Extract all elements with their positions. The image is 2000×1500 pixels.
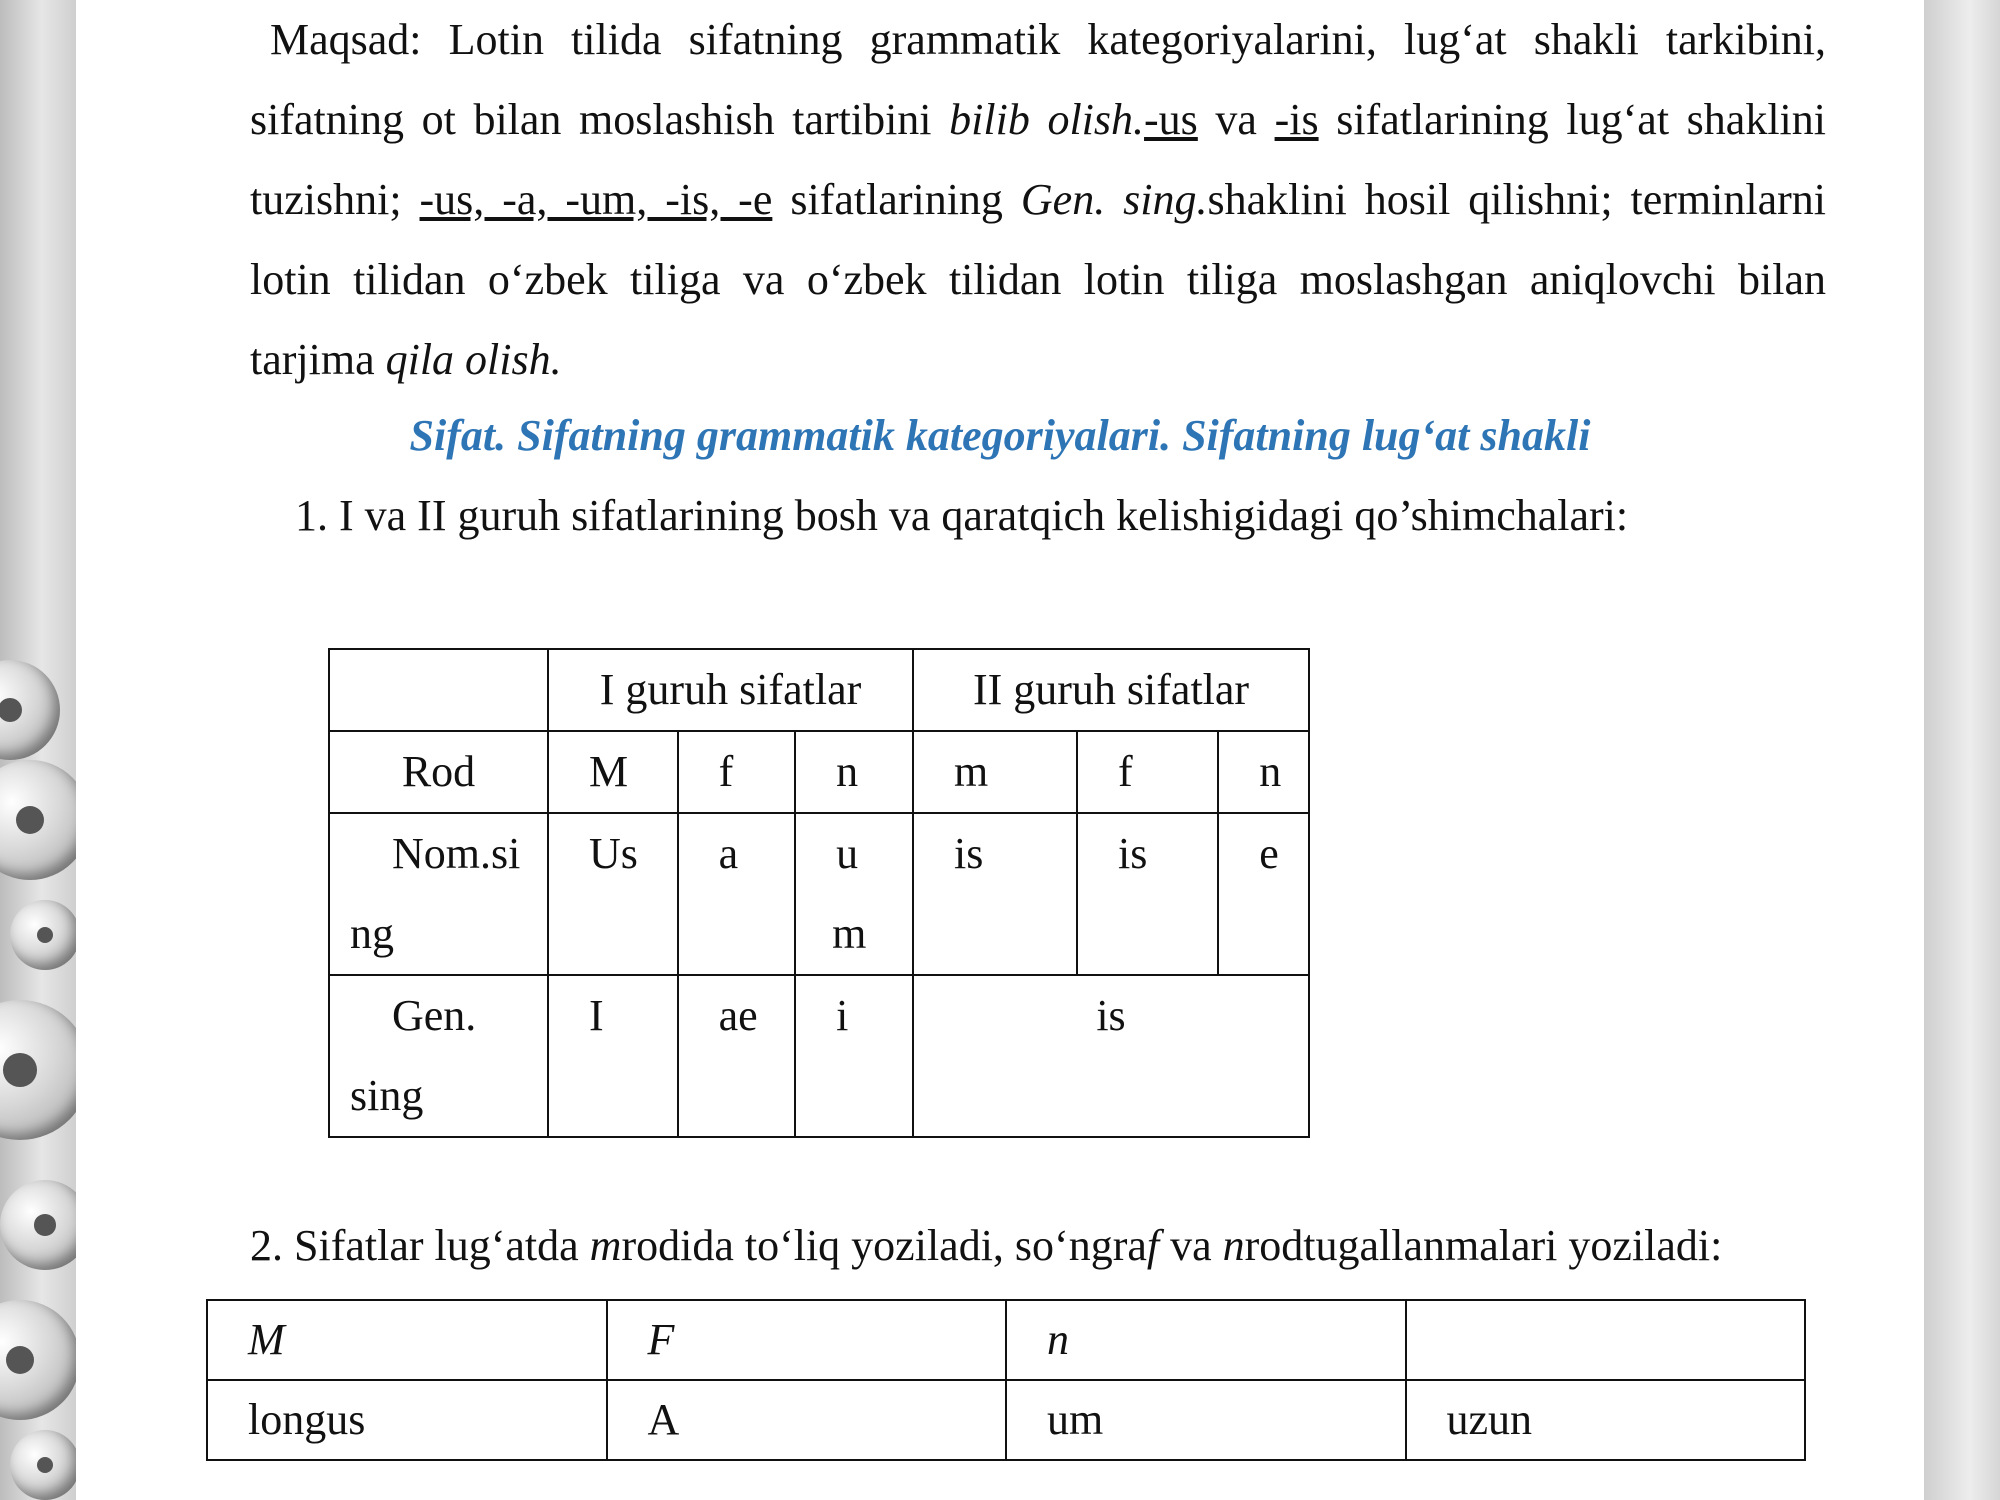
gear-icon (0, 1300, 76, 1420)
goal-text: sifatlarining lug‘at shaklini tuzishni; (250, 95, 1826, 224)
goal-text-italic: Gen. sing. (1020, 175, 1208, 224)
list-item-1: 1. I va II guruh sifatlarining bosh va qaratqich kelishigidagi qo’shimchalari: (295, 491, 1629, 540)
gear-icon (0, 1000, 76, 1140)
gear-icon (10, 1430, 76, 1500)
gear-icon (0, 660, 60, 760)
table-cell: m (913, 731, 1077, 813)
goal-text-underlined: -is (1274, 95, 1319, 144)
table-cell: is (1077, 813, 1218, 975)
table-header-cell: I guruh sifatlar (548, 649, 913, 731)
table-cell (329, 813, 548, 975)
goal-text: va (1197, 95, 1275, 144)
cell-text: um (832, 829, 867, 958)
table-cell: M (548, 731, 678, 813)
table-cell: Us (548, 813, 678, 975)
item2-text-italic: f (1146, 1221, 1160, 1270)
item2-text-italic: m (589, 1221, 622, 1270)
table-cell: ae (678, 975, 796, 1137)
item2-text-italic: n (1222, 1221, 1245, 1270)
decorative-gear-border (0, 0, 76, 1500)
item2-text: rodida to‘liq yoziladi, so‘ngra (621, 1221, 1147, 1270)
gear-icon (10, 900, 76, 970)
table-cell (329, 649, 548, 731)
cell-text: Gen. sing (350, 991, 477, 1120)
table-cell (329, 975, 548, 1137)
goal-text-underlined: -us, -a, -um, -is, -e (419, 175, 773, 224)
table-cell: uzun (1406, 1380, 1806, 1460)
goal-text-underlined: -us (1144, 95, 1198, 144)
goal-text: shaklini hosil qilishni; terminlarni lotin tilidan o‘zbek tiliga va o‘zbek tilidan lotin tiliga moslashgan aniqlovchi bilan tarjima (250, 175, 1826, 384)
table-cell: n (795, 731, 913, 813)
table-header-cell: n (1006, 1300, 1406, 1380)
table-cell: is (913, 813, 1077, 975)
table-cell: A (607, 1380, 1007, 1460)
table-header-cell: M (207, 1300, 607, 1380)
dictionary-form-table (206, 1299, 1806, 1461)
table-row (329, 731, 1309, 813)
page-right-margin (1924, 0, 2000, 1500)
gear-icon (0, 1180, 76, 1270)
goal-label: Maqsad: (270, 15, 422, 64)
table-cell (795, 813, 913, 975)
goal-text: sifatlarining (772, 175, 1021, 224)
table-cell: is (913, 975, 1309, 1137)
table-header-cell: II guruh sifatlar (913, 649, 1309, 731)
goal-text: Lotin tilida sifatning grammatik kategoriyalarini, lug‘at shakli tarkibini, sifatning ot bilan moslashish tartibini (250, 15, 1826, 144)
section-heading: Sifat. Sifatning grammatik kategoriyalari. Sifatning lug‘at shakli (409, 411, 1591, 460)
table-cell: i (795, 975, 913, 1137)
item2-text: rodtugallanmalari yoziladi: (1244, 1221, 1723, 1270)
goal-text-italic: bilib olish. (949, 95, 1145, 144)
list-item-2 (250, 1206, 1722, 1286)
table-row (329, 813, 1309, 975)
table-row (329, 649, 1309, 731)
table-header-cell: F (607, 1300, 1007, 1380)
goal-text-italic: qila olish. (385, 335, 562, 384)
table-cell: f (1077, 731, 1218, 813)
cell-text: Nom.sing (350, 829, 521, 958)
table-cell: I (548, 975, 678, 1137)
goal-paragraph (250, 0, 1826, 400)
table-cell: f (678, 731, 796, 813)
table-header-cell (1406, 1300, 1806, 1380)
table-cell: Rod (329, 731, 548, 813)
suffix-table (328, 648, 1310, 1138)
table-row (329, 975, 1309, 1137)
item2-text: va (1159, 1221, 1223, 1270)
table-cell: um (1006, 1380, 1406, 1460)
table-row (207, 1380, 1805, 1460)
table-cell: longus (207, 1380, 607, 1460)
table-cell: a (678, 813, 796, 975)
table-row (207, 1300, 1805, 1380)
table-cell: e (1218, 813, 1309, 975)
item2-text: 2. Sifatlar lug‘atda (250, 1221, 590, 1270)
gear-icon (0, 760, 76, 880)
table-cell: n (1218, 731, 1309, 813)
